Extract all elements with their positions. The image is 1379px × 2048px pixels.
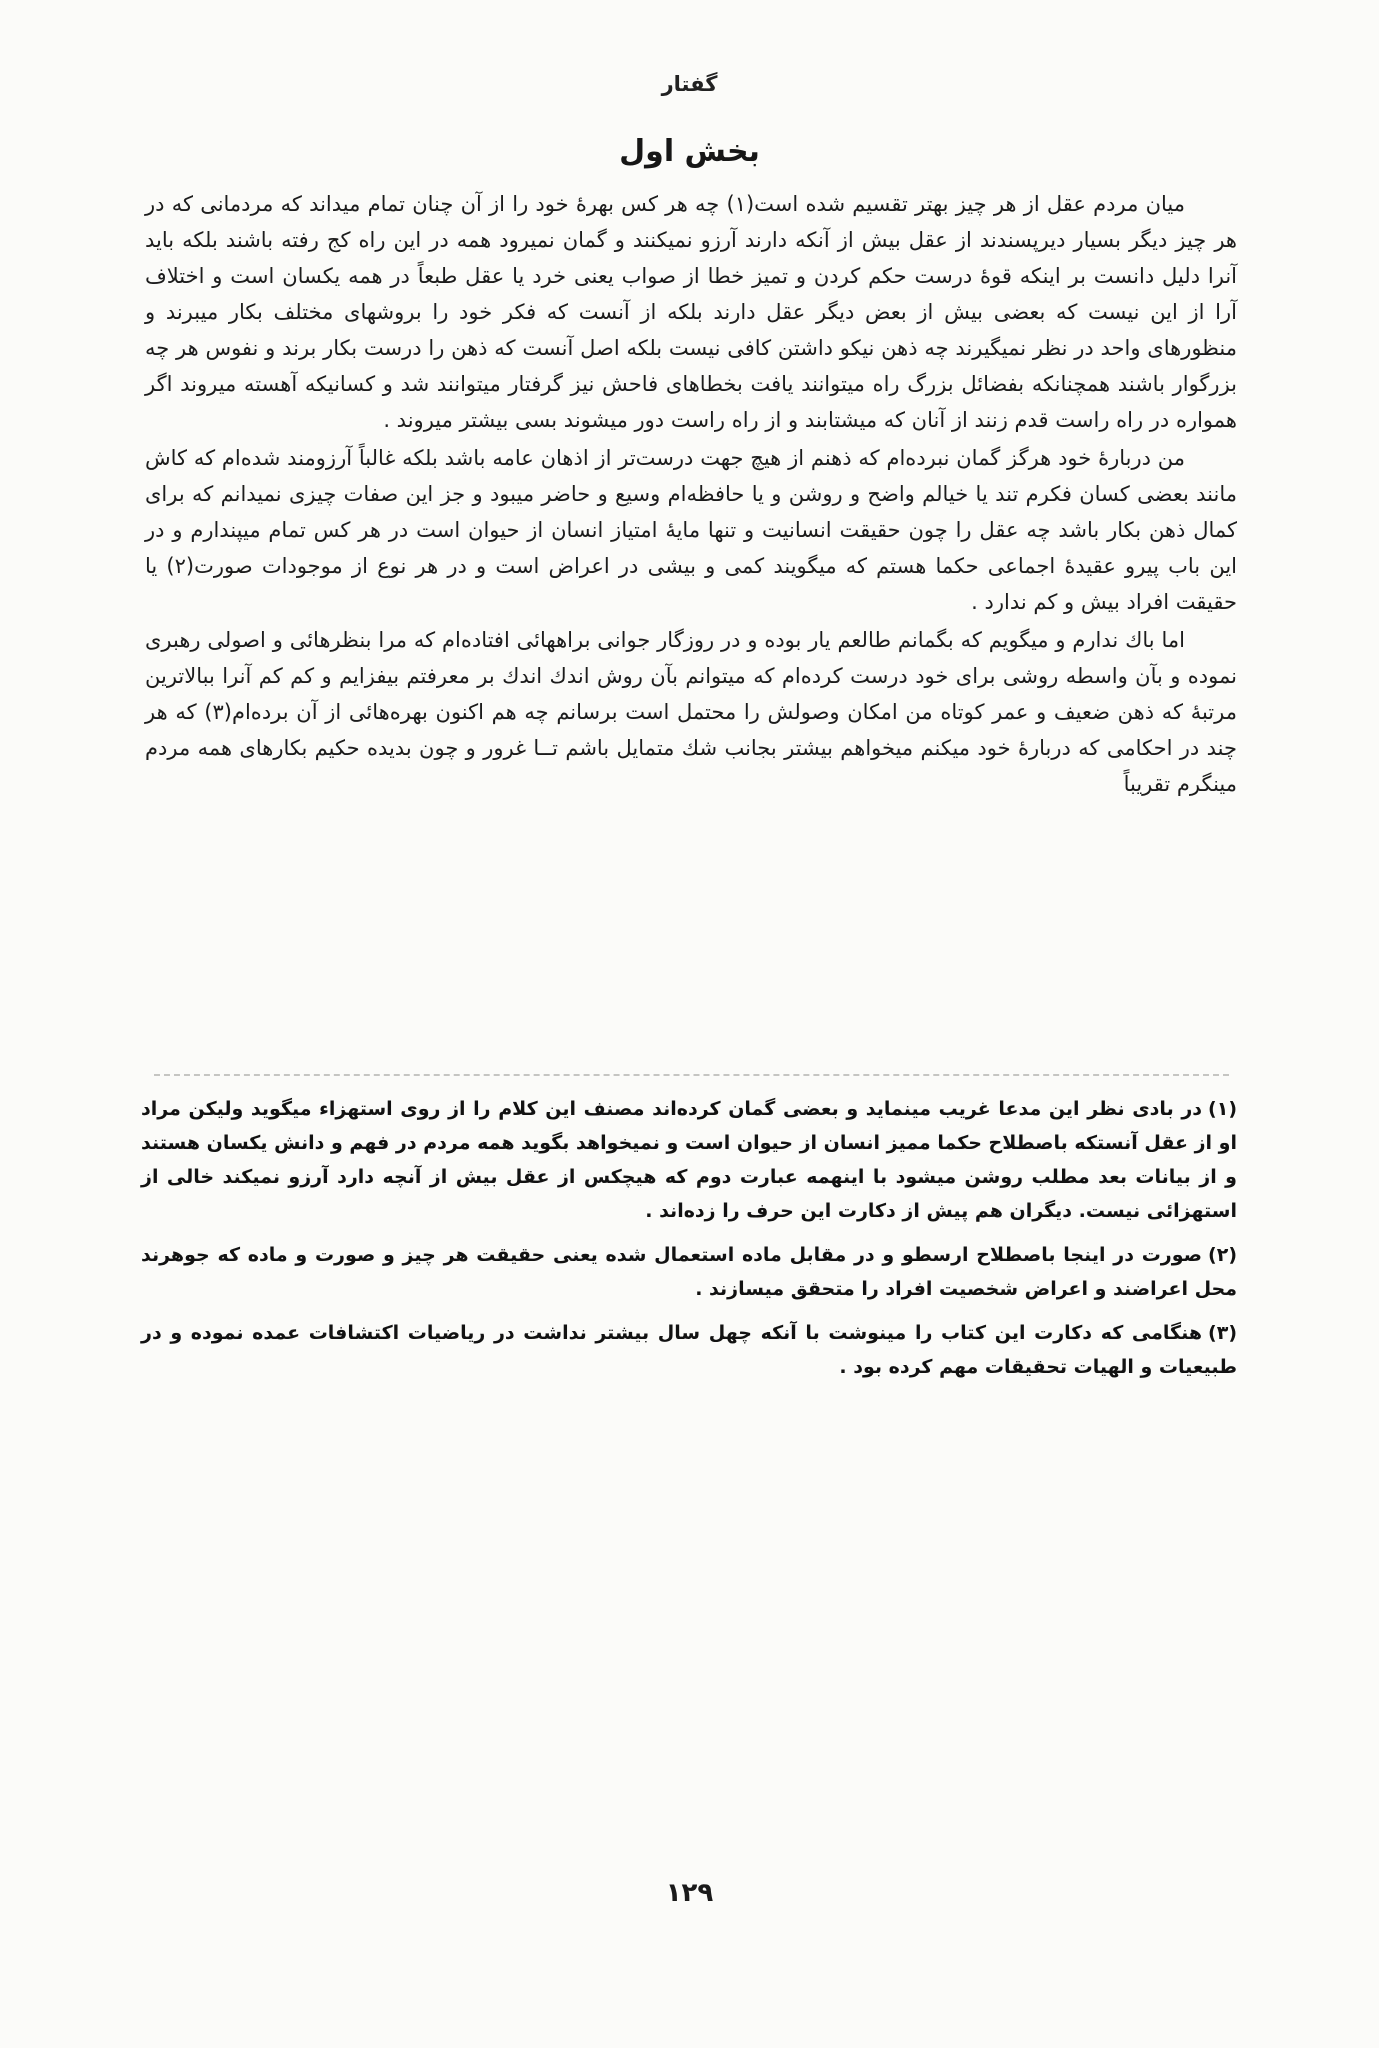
footnote-1 bbox=[141, 1092, 1237, 1228]
footnote-2-marker: (۲) bbox=[1208, 1244, 1237, 1266]
footnote-2-text: صورت در اینجا باصطلاح ارسطو و در مقابل ماده استعمال شده یعنی حقیقت هر چیز و صورت و ماده که جوهرند محل اعراضند و اعراض شخصیت افراد را متحقق میسازند . bbox=[141, 1244, 1237, 1300]
paragraph-2: من دربارهٔ خود هرگز گمان نبرده‌ام که ذهنم از هیچ جهت درست‌تر از اذهان عامه باشد بلکه غالباً آرزومند شده‌ام که کاش مانند بعضی کسان فکرم تند یا خیالم واضح و روشن و یا حافظه‌ام وسیع و حاضر میبود و جز این صفات چیزی نمیدانم که برای کمال ذهن بکار باشد چه عقل را چون حقیقت انسانیت و تنها مایهٔ امتیاز انسان از حیوان است در هر کس تمام میپندارم و در این باب پیرو عقیدهٔ اجماعی حکما هستم که میگویند کمی و بیشی در اعراض است و در هر نوع از موجودات صورت(۲) یا حقیقت افراد بیش و کم ندارد . bbox=[145, 446, 1237, 614]
footnote-1-marker: (۱) bbox=[1208, 1098, 1237, 1120]
section-title: بخش اول bbox=[619, 134, 760, 169]
footnote-2 bbox=[141, 1238, 1237, 1306]
page-number: ۱۲۹ bbox=[665, 1878, 714, 1908]
footnote-3 bbox=[141, 1316, 1237, 1384]
footnote-3-text: هنگامی که دکارت این کتاب را مینوشت با آنکه چهل سال بیشتر نداشت در ریاضیات اکتشافات عمده نموده و در طبیعیات و الهیات تحقیقات مهم کرده بود . bbox=[141, 1322, 1237, 1378]
paragraph-1: میان مردم عقل از هر چیز بهتر تقسیم شده است(۱) چه هر کس بهرهٔ خود را از آن چنان تمام میداند که مردمانی که در هر چیز دیگر بسیار دیرپسندند از عقل بیش از آنکه دارند آرزو نمیکنند و گمان نمیرود همه در این راه کج رفته باشند بلکه باید آنرا دلیل دانست بر اینکه قوهٔ درست حکم کردن و تمیز خطا از صواب یعنی خرد یا عقل طبعاً در همه یکسان است و اختلاف آرا از این نیست که بعضی بیش از بعض دیگر عقل دارند بلکه از آنست که فکر خود را بروشهای مختلف بکار میبرند و منظورهای واحد در نظر نمیگیرند چه ذهن نیکو داشتن کافی نیست بلکه اصل آنست که ذهن را درست بکار برند و نفوس هر چه بزرگوار باشند همچنانکه بفضائل بزرگ راه میتوانند یافت بخطاهای فاحش نیز گرفتار میتوانند شد و کسانیکه آهسته میروند اگر همواره در راه راست قدم زنند از آنان که میشتابند و از راه راست دور میشوند بسی بیشتر میروند . bbox=[145, 192, 1237, 432]
running-header: گفتار bbox=[661, 72, 718, 96]
body-text bbox=[145, 186, 1237, 802]
paragraph-3: اما باك ندارم و میگویم که بگمانم طالعم یار بوده و در روزگار جوانی براههائی افتاده‌ام که مرا بنظرهائی و اصولی رهبری نموده و بآن واسطه روشی برای خود درست کرده‌ام که میتوانم بآن روش اندك اندك بر معرفتم بیفزایم و کم کم آنرا ببالاترین مرتبهٔ که ذهن ضعیف و عمر کوتاه من امکان وصولش را محتمل است برسانم چه هم اکنون بهره‌هائی از آن برده‌ام(۳) که هر چند در احکامی که دربارهٔ خود میکنم میخواهم بیشتر بجانب شك متمایل باشم تــا غرور و چون بدیده حکیم بکارهای همه مردم مینگرم تقریباً bbox=[145, 628, 1237, 796]
footnote-separator bbox=[154, 1074, 1229, 1076]
footnote-3-marker: (۳) bbox=[1208, 1322, 1237, 1344]
footnotes-section bbox=[141, 1092, 1237, 1394]
footnote-1-text: در بادی نظر این مدعا غریب مینماید و بعضی گمان کرده‌اند مصنف این کلام را از روی استهزاء میگوید ولیکن مراد او از عقل آنستکه باصطلاح حکما ممیز انسان از حیوان است و نمیخواهد بگوید همه مردم در فهم و دانش یکسان هستند و از بیانات بعد مطلب روشن میشود با اینهمه عبارت دوم که هیچکس از عقل بیش از آنچه دارد آرزو نمیکند خالی از استهزائی نیست. دیگران هم پیش از دکارت این حرف را زده‌اند . bbox=[141, 1098, 1237, 1222]
